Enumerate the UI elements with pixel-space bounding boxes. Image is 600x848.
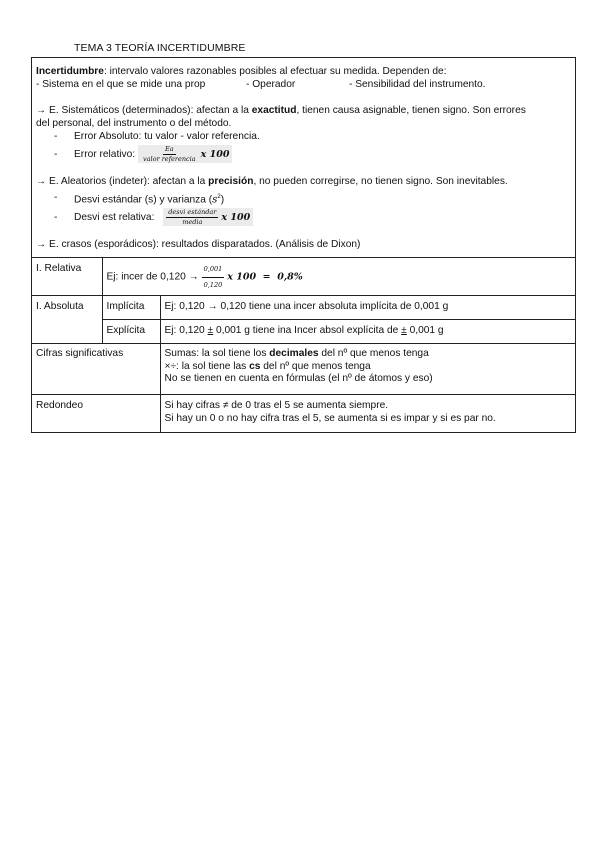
- sistematicos-post: , tienen causa asignable, tienen signo. Son errores: [296, 105, 526, 116]
- er-factor: x 100: [200, 149, 230, 161]
- cell-implicita-label: Implícita: [102, 296, 160, 320]
- rel-numerator: 0,001: [202, 263, 225, 278]
- cell-explicita-text: [160, 320, 575, 344]
- cs-l1-pre: Sumas: la sol tiene los: [164, 348, 270, 359]
- bullet-error-relativo: [36, 144, 571, 166]
- term-incertidumbre: Incertidumbre: [36, 66, 104, 77]
- cell-implicita-text: Ej: 0,120 → 0,120 tiene una incer absoluta implícita de 0,001 g: [160, 296, 575, 320]
- bullet-error-absoluto: [36, 130, 571, 144]
- table-row-implicita: [32, 296, 575, 320]
- definition-line: [36, 65, 571, 78]
- desv-label: Desvi estándar (s) y varianza (: [74, 194, 213, 206]
- rel-result: x 100 = 0,8%: [227, 271, 303, 283]
- plus-minus-2: ±: [401, 325, 407, 336]
- source-operador: - Operador: [246, 79, 296, 90]
- rel-fraction: [202, 263, 225, 291]
- bullet-desviacion: [36, 188, 571, 206]
- aleatorios-pre: → E. Aleatorios (indeter): afectan a la: [36, 176, 209, 187]
- sistematicos-heading: [36, 104, 571, 117]
- rel-denominator: 0,120: [203, 280, 223, 289]
- cs-rule-producto: [165, 361, 572, 374]
- dr-factor: x 100: [221, 212, 251, 224]
- er-fraction: [141, 146, 198, 162]
- plus-minus-1: ±: [207, 325, 214, 336]
- exp-text-c: 0,001 g: [406, 325, 444, 336]
- bullet-desv-relativa: [36, 206, 571, 230]
- table-row-redondeo: [32, 395, 575, 433]
- summary-table: [32, 257, 575, 432]
- cs-l2-pre: ×÷: la sol tiene las: [164, 360, 250, 372]
- cell-cifras-label: Cifras significativas: [32, 344, 160, 395]
- sistematicos-line2: del personal, del instrumento o del método.: [36, 118, 232, 129]
- exp-text-b: 0,001 g tiene ina Incer absol explícita de: [213, 325, 402, 336]
- cell-redondeo-rules: [160, 395, 575, 433]
- dr-fraction: [166, 209, 218, 225]
- cell-relativa-label: I. Relativa: [32, 258, 102, 296]
- table-row-explicita: [32, 320, 575, 344]
- aleatorios-post: , no pueden corregirse, no tienen signo. Son inevitables.: [253, 176, 508, 187]
- error-relativo-formula: [138, 145, 232, 163]
- intro-section: [32, 58, 575, 257]
- cs-rule-formulas: No se tienen en cuenta en fórmulas (el nº de átomos y eso): [164, 373, 433, 384]
- er-denominator: valor referencia: [142, 154, 196, 163]
- crasos-line: → E. crasos (esporádicos): resultados disparatados. (Análisis de Dixon): [36, 239, 361, 250]
- cell-cifras-rules: [160, 344, 575, 395]
- cell-absoluta-label: I. Absoluta: [32, 296, 102, 344]
- cs-rule-sumas: [165, 348, 572, 361]
- redondeo-rule-1: Si hay cifras ≠ de 0 tras el 5 se aumenta siempre.: [164, 400, 389, 411]
- page-title: TEMA 3 TEORÍA INCERTIDUMBRE: [74, 42, 246, 54]
- cell-redondeo-label: Redondeo: [32, 395, 160, 433]
- desv-exponent: 2: [217, 194, 221, 200]
- sistematicos-bold: exactitud: [251, 105, 297, 116]
- sources-row: [36, 78, 571, 91]
- exp-text-a: Ej: 0,120: [164, 325, 208, 336]
- cell-explicita-label: Explícita: [102, 320, 160, 344]
- table-row-relativa: [32, 258, 575, 296]
- error-absoluto-text: Error Absoluto: tu valor - valor referencia.: [74, 131, 260, 142]
- source-instrumento: - Sensibilidad del instrumento.: [349, 79, 486, 90]
- cs-l1-post: del nº que menos tenga: [318, 348, 429, 359]
- desv-close: ): [220, 194, 225, 206]
- content-frame: [31, 57, 576, 433]
- aleatorios-bold: precisión: [208, 176, 254, 187]
- dr-numerator: desvi estándar: [168, 208, 217, 217]
- er-numerator: Ea: [165, 145, 174, 154]
- desv-symbol: s: [212, 194, 218, 206]
- cell-relativa-example: [102, 258, 575, 296]
- redondeo-rule-2: Si hay un 0 o no hay cifra tras el 5, se aumenta si es impar y si es par no.: [164, 412, 496, 424]
- table-row-cifras: [32, 344, 575, 395]
- definition-text: : intervalo valores razonables posibles al efectuar su medida. Dependen de:: [103, 66, 447, 77]
- desv-relativa-formula: [163, 208, 253, 226]
- sistematicos-pre: → E. Sistemáticos (determinados): afectan a la: [36, 105, 252, 116]
- cs-l1-bold: decimales: [269, 348, 319, 359]
- desv-relativa-label: Desvi est relativa:: [74, 212, 155, 223]
- cs-l2-bold: cs: [249, 360, 261, 372]
- cs-l2-post: del nº que menos tenga: [260, 360, 371, 372]
- error-relativo-label: Error relativo:: [74, 149, 136, 160]
- rel-example-pre: Ej: incer de 0,120 →: [106, 271, 202, 283]
- aleatorios-heading: [36, 175, 571, 188]
- dr-denominator: media: [182, 217, 203, 226]
- source-sistema: - Sistema en el que se mide una prop: [36, 79, 206, 90]
